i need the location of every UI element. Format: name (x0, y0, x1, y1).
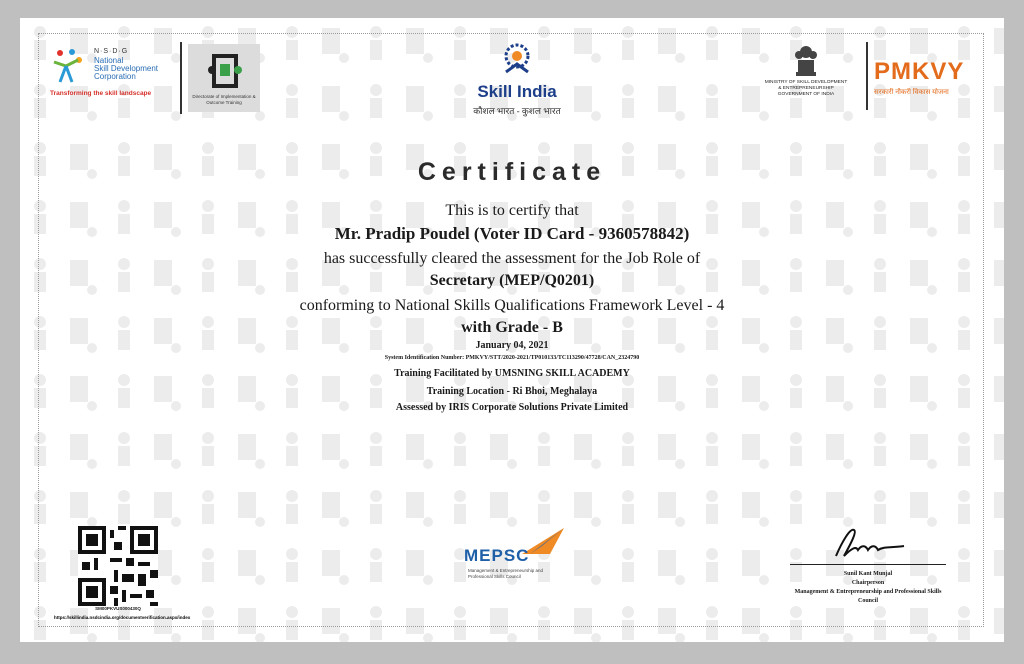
ministry-line1: MINISTRY OF SKILL DEVELOPMENT (764, 80, 848, 85)
nsdc-line3: Corporation (94, 72, 136, 81)
training-facilitated: Training Facilitated by UMSNING SKILL ACADEMY (394, 368, 630, 379)
mepsc-logo (464, 526, 604, 590)
dgt-logo (188, 44, 260, 112)
certificate-page (20, 18, 1004, 642)
dgt-caption: Directorate of Implementation & Outcome Training (192, 94, 256, 105)
certificate-title: Certificate (417, 158, 607, 186)
nsdc-logo (50, 44, 182, 104)
skill-india-title: Skill India (477, 82, 557, 101)
signatory-block (764, 570, 972, 606)
nsdc-line1: National (94, 56, 124, 65)
assessed-by: Assessed by IRIS Corporate Solutions Private Limited (395, 402, 629, 413)
signatory-org-line2: Council (857, 598, 878, 604)
signatory-role: Chairperson (851, 580, 885, 586)
skill-india-subtitle: कौशल भारत - कुशल भारत (473, 106, 561, 116)
pmkvy-title: PMKVY (874, 58, 965, 85)
mepsc-title: MEPSC (464, 546, 530, 565)
training-location: Training Location - Ri Bhoi, Meghalaya (426, 386, 598, 397)
ministry-line3: GOVERNMENT OF INDIA (777, 92, 835, 97)
skill-india-cog-icon (500, 42, 534, 78)
nsdc-line2: Skill Development (94, 64, 159, 73)
signature-line (790, 564, 946, 565)
certificate-date: January 04, 2021 (475, 340, 549, 351)
signatory-org-line1: Management & Entrepreneurship and Professional Skills (794, 589, 942, 595)
mepsc-line1: Management & Entrepreneurship and (468, 568, 544, 573)
logo-divider-right (866, 42, 868, 110)
nsdc-figure-icon (52, 48, 84, 84)
nsdg-text: N·S·D·G (94, 48, 129, 55)
nsqf-text: conforming to National Skills Qualifications Framework Level - 4 (299, 297, 725, 314)
system-identification-number: System Identification Number: PMKVY/STT/2020-2021/TP010133/TC113290/47728/CAN_2324790 (384, 355, 640, 361)
pmkvy-logo (872, 58, 980, 102)
cleared-text: has successfully cleared the assessment for the Job Role of (323, 250, 701, 267)
certify-intro: This is to certify that (445, 202, 579, 219)
ministry-logo (756, 44, 856, 108)
signatory-name: Sunil Kant Munjal (843, 571, 893, 577)
signature-image (832, 524, 908, 560)
skill-india-logo (452, 42, 582, 118)
nsdc-tagline: Transforming the skill landscape (50, 90, 152, 97)
verification-url[interactable]: https://skillindia.nsdcindia.org/documentverification.aspx/index (54, 615, 191, 620)
grade-text: with Grade - B (461, 319, 563, 336)
qr-code-text: SM00PKVUS000430Q (95, 606, 141, 611)
candidate-name: Mr. Pradip Poudel (Voter ID Card - 9360578842) (334, 224, 690, 243)
national-emblem-icon (794, 44, 818, 78)
qr-code-icon (78, 526, 158, 606)
logo-divider (180, 42, 182, 114)
pmkvy-subtitle: सरकारी नौकरी विकास योजना (874, 88, 949, 96)
mepsc-line2: Professional Skills Council (468, 574, 521, 579)
ministry-line2: & ENTREPRENEURSHIP (778, 86, 834, 91)
job-role: Secretary (MEP/Q0201) (429, 272, 595, 289)
qr-code (78, 526, 158, 606)
dgt-emblem-icon (206, 52, 244, 90)
